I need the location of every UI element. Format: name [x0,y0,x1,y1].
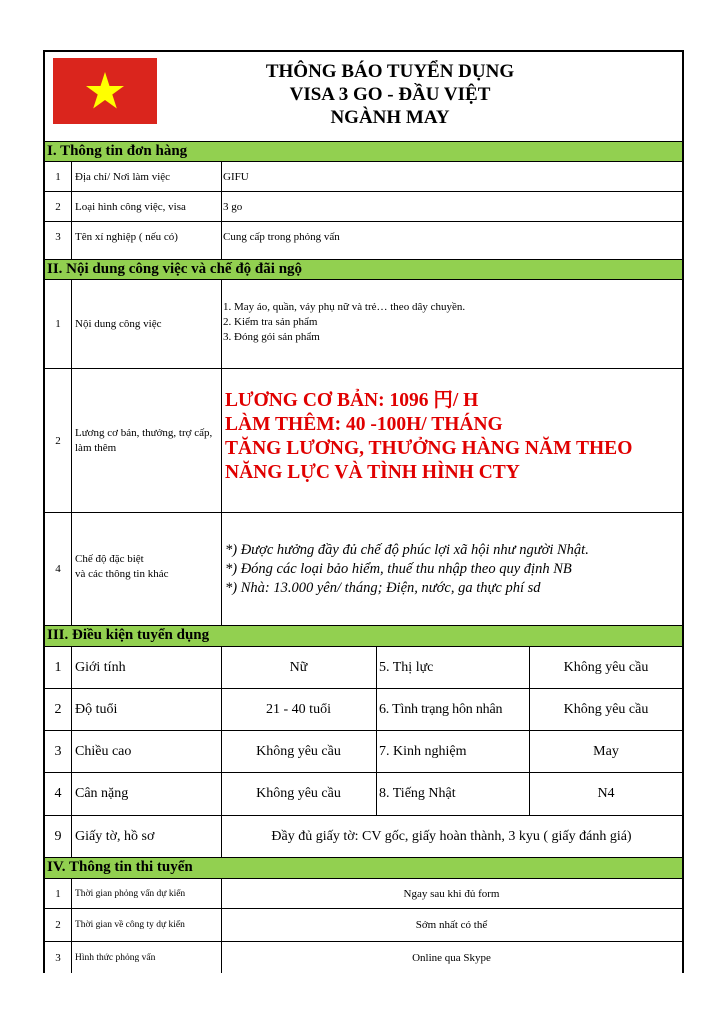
benefit-line-2: *) Đóng các loại bảo hiểm, thuế thu nhập theo quy định NB [225,561,572,577]
salary-line-2: LÀM THÊM: 40 -100H/ THÁNG [225,414,503,435]
title-line-2: VISA 3 GO - ĐẦU VIỆT [289,84,491,105]
section-3-header: III. Điều kiện tuyển dụng [45,625,682,647]
s3-row2-value2: Không yêu cầu [563,701,649,717]
s4-row3-value: Online qua Skype [412,951,491,964]
title-line-1: THÔNG BÁO TUYỂN DỤNG [265,61,515,82]
section-1-header: I. Thông tin đơn hàng [45,141,682,162]
s3-row3-value: Không yêu cầu [256,743,341,759]
vietnam-flag-icon [53,58,157,124]
s3-docs-value: Đầy đủ giấy tờ: CV gốc, giấy hoàn thành, 3 kyu ( giấy đánh giá) [271,828,632,844]
flag-star-icon [53,58,157,124]
s3-docs-no: 9 [54,828,62,844]
s3-row3-label: Chiều cao [75,743,132,759]
salary-line-4: NĂNG LỰC VÀ TÌNH HÌNH CTY [225,462,520,483]
s1-row3-no: 3 [55,230,61,243]
s3-row1-value2: Không yêu cầu [563,659,649,675]
s3-row2-value: 21 - 40 tuổi [266,701,331,717]
s3-row4-value2: N4 [597,786,615,801]
s3-row2-label: Độ tuổi [75,701,118,717]
job-line-2: 2. Kiểm tra sản phẩm [223,316,318,328]
s3-row1-no: 1 [54,659,62,675]
s1-row1-label: Địa chỉ/ Nơi làm việc [75,170,171,183]
special-label-line-2: và các thông tin khác [75,568,169,580]
benefit-line-1: *) Được hưởng đầy đủ chế độ phúc lợi xã hội như người Nhật. [225,542,589,558]
s3-row4-label2: 8. Tiếng Nhật [379,786,456,801]
s1-row3-label: Tên xí nghiệp ( nếu có) [75,230,178,243]
s1-row1-no: 1 [55,170,61,183]
s2-row2-salary [225,389,681,485]
s4-row1-no: 1 [55,887,61,900]
s2-row2-no: 2 [55,434,61,447]
s4-row2-no: 2 [55,919,61,931]
s1-row1-value: GIFU [223,170,249,183]
salary-line-1: LƯƠNG CƠ BẢN: 1096 円/ H [225,390,479,411]
s3-row1-label2: 5. Thị lực [379,659,434,675]
job-line-1: 1. May áo, quần, váy phụ nữ và trẻ… theo dây chuyền. [223,301,466,313]
s2-row1-no: 1 [55,318,61,330]
special-label-line-1: Chế độ đặc biệt [75,553,144,565]
s1-row3-value: Cung cấp trong phỏng vấn [223,230,340,243]
section-4-header: IV. Thông tin thi tuyển [45,857,682,879]
s4-row2-label: Thời gian về công ty dự kiến [75,920,185,930]
s3-row3-label2: 7. Kinh nghiệm [379,743,467,759]
s3-row4-no: 4 [54,786,62,801]
s4-row3-no: 3 [55,951,61,964]
title-line-3: NGÀNH MAY [330,107,450,128]
s4-row2-value: Sớm nhất có thể [415,919,488,931]
s3-row2-no: 2 [54,701,62,717]
s2-row3-label [75,552,221,582]
s3-row3-no: 3 [54,743,62,759]
s4-row3-label: Hình thức phỏng vấn [75,952,156,963]
s4-row1-value: Ngay sau khi đủ form [403,887,500,900]
s1-row2-no: 2 [55,200,61,213]
s3-row1-value: Nữ [289,659,308,675]
s2-row1-content [223,300,678,345]
s3-row1-label: Giới tính [75,659,126,675]
s2-row1-label: Nội dung công việc [75,318,162,330]
s1-row2-label: Loại hình công việc, visa [75,200,186,213]
s4-row1-label: Thời gian phỏng vấn dự kiến [75,888,186,899]
document-title [195,60,585,129]
recruitment-sheet [43,50,684,973]
s2-row3-content [225,541,683,598]
benefit-line-3: *) Nhà: 13.000 yên/ tháng; Điện, nước, ga thực phí sd [225,580,541,596]
s2-row3-no: 4 [55,563,61,575]
s3-row4-label: Cân nặng [75,786,129,801]
s3-docs-label: Giấy tờ, hồ sơ [75,828,155,844]
s3-row2-label2: 6. Tình trạng hôn nhân [379,701,503,717]
job-line-3: 3. Đóng gói sản phẩm [223,331,320,343]
salary-line-3: TĂNG LƯƠNG, THƯỞNG HÀNG NĂM THEO [225,438,633,459]
section-2-header: II. Nội dung công việc và chế độ đãi ngộ [45,259,682,280]
s2-row2-label: Lương cơ bản, thưởng, trợ cấp, làm thêm [75,426,213,454]
s3-row3-value2: May [593,743,619,759]
s3-row4-value: Không yêu cầu [256,786,341,801]
s1-row2-value: 3 go [223,200,243,213]
